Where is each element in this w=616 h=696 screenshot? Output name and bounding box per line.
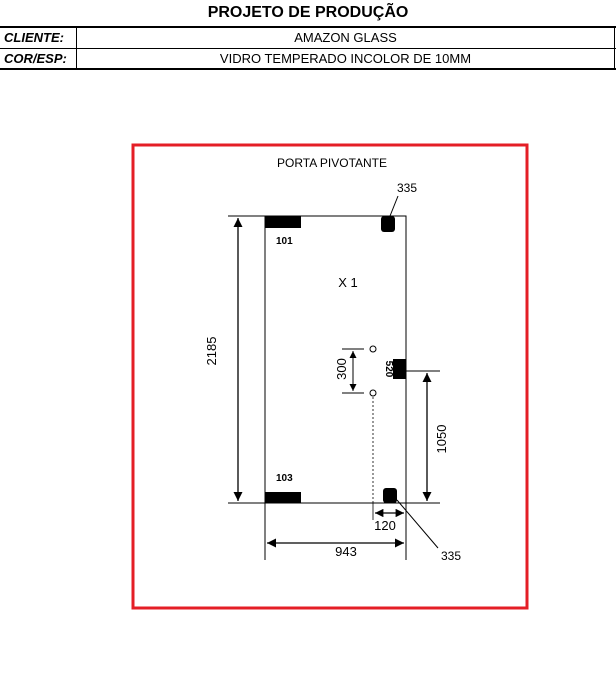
pivot-bottom-label: 335 — [441, 549, 462, 563]
dim-width-label: 943 — [335, 544, 357, 559]
spec-label: COR/ESP: — [4, 51, 67, 66]
hinge-bottom-label: 103 — [276, 473, 293, 484]
leader-line — [390, 196, 398, 216]
hinge-top-label: 101 — [276, 236, 293, 247]
hinge-bottom — [265, 492, 301, 503]
client-value: AMAZON GLASS — [294, 30, 397, 45]
page-title: PROJETO DE PRODUÇÃO — [207, 4, 409, 21]
spec-value: VIDRO TEMPERADO INCOLOR DE 10MM — [219, 51, 472, 66]
dim-handle-height-label: 1050 — [434, 424, 449, 454]
handle-hole-bottom — [370, 390, 376, 396]
dim-offset-label: 120 — [374, 518, 396, 533]
pivot-bottom — [383, 488, 397, 503]
hinge-top — [265, 216, 301, 228]
lock-label: 520 — [383, 360, 394, 378]
dim-handle-spacing-label: 300 — [334, 358, 349, 380]
quantity-label: X 1 — [338, 275, 358, 290]
pivot-top — [381, 216, 395, 232]
dim-height-label: 2185 — [204, 336, 219, 366]
drawing-title: PORTA PIVOTANTE — [276, 156, 388, 170]
pivot-top-label: 335 — [397, 181, 418, 195]
handle-hole-top — [370, 346, 376, 352]
leader-line — [397, 500, 438, 548]
client-label: CLIENTE: — [4, 30, 64, 45]
drawing-frame — [133, 145, 527, 608]
